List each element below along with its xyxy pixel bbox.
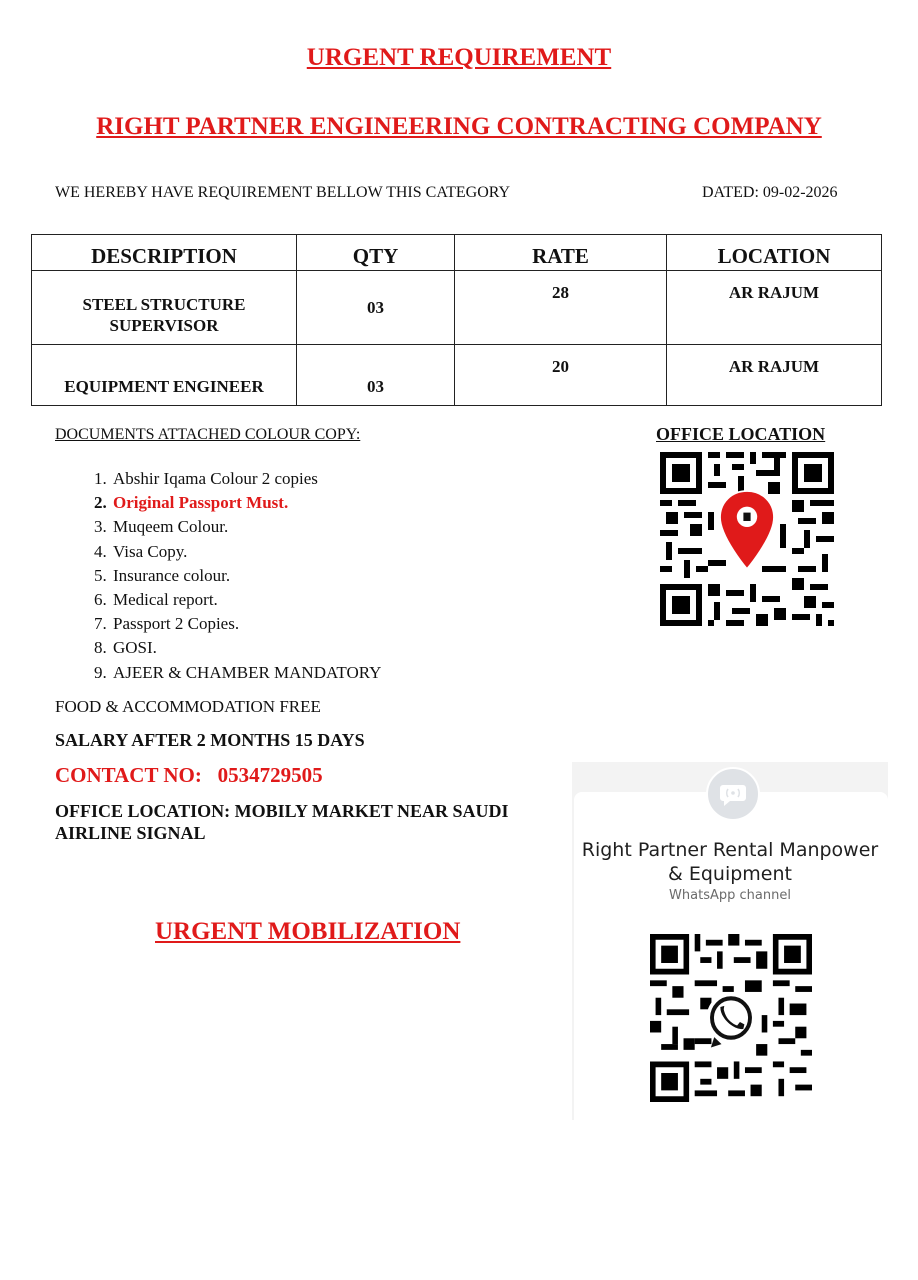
whatsapp-channel-card[interactable] (572, 762, 888, 1120)
list-item: 5. Insurance colour. (111, 565, 381, 589)
list-item: 1. Abshir Iqama Colour 2 copies (111, 468, 381, 492)
list-item: 4. Visa Copy. (111, 541, 381, 565)
cell-description: EQUIPMENT ENGINEER (32, 345, 297, 406)
cell-qty: 03 (297, 345, 455, 406)
channel-title: Right Partner Rental Manpower & Equipment (581, 839, 879, 885)
urgent-mobilization-text: URGENT MOBILIZATION (155, 918, 461, 945)
office-location-qr-code[interactable] (660, 452, 834, 626)
cell-rate: 20 (455, 345, 667, 406)
channel-subtitle: WhatsApp channel (669, 888, 791, 903)
list-item: 3. Muqeem Colour. (111, 516, 381, 540)
list-item: 6. Medical report. (111, 589, 381, 613)
contact-number[interactable]: CONTACT NO: 0534729505 (55, 763, 323, 787)
whatsapp-icon (706, 993, 755, 1048)
office-location-text: OFFICE LOCATION: MOBILY MARKET NEAR SAUDI AIRLINE SIGNAL (55, 801, 509, 843)
table-row (32, 271, 882, 345)
header-rate: RATE (455, 235, 667, 271)
intro-text: WE HEREBY HAVE REQUIREMENT BELLOW THIS CATEGORY (55, 184, 511, 201)
list-item: 7. Passport 2 Copies. (111, 613, 381, 637)
list-item: 9. AJEER & CHAMBER MANDATORY (111, 662, 381, 686)
documents-heading: DOCUMENTS ATTACHED COLOUR COPY: (55, 426, 361, 443)
food-accommodation-text: FOOD & ACCOMMODATION FREE (55, 697, 321, 716)
office-location-heading: OFFICE LOCATION (656, 424, 826, 444)
documents-list (55, 468, 381, 686)
header-description: DESCRIPTION (32, 235, 297, 271)
date-text: DATED: 09-02-2026 (702, 184, 838, 201)
list-item: 8. GOSI. (111, 637, 381, 661)
table-header-row (32, 235, 882, 271)
table-row (32, 345, 882, 406)
cell-location: AR RAJUM (667, 271, 882, 345)
channel-icon (708, 769, 758, 819)
whatsapp-qr-code[interactable] (650, 934, 812, 1102)
company-name: RIGHT PARTNER ENGINEERING CONTRACTING COMPANY (96, 113, 822, 140)
header-qty: QTY (297, 235, 455, 271)
page-title: URGENT REQUIREMENT (306, 44, 612, 71)
location-pin-icon (720, 491, 774, 569)
list-item: 2. Original Passport Must. (111, 492, 381, 516)
cell-qty: 03 (297, 271, 455, 345)
channel-avatar (706, 767, 760, 821)
cell-description: STEEL STRUCTURE SUPERVISOR (32, 271, 297, 345)
requirements-table (31, 234, 882, 406)
header-location: LOCATION (667, 235, 882, 271)
salary-text: SALARY AFTER 2 MONTHS 15 DAYS (55, 730, 365, 750)
cell-location: AR RAJUM (667, 345, 882, 406)
cell-rate: 28 (455, 271, 667, 345)
